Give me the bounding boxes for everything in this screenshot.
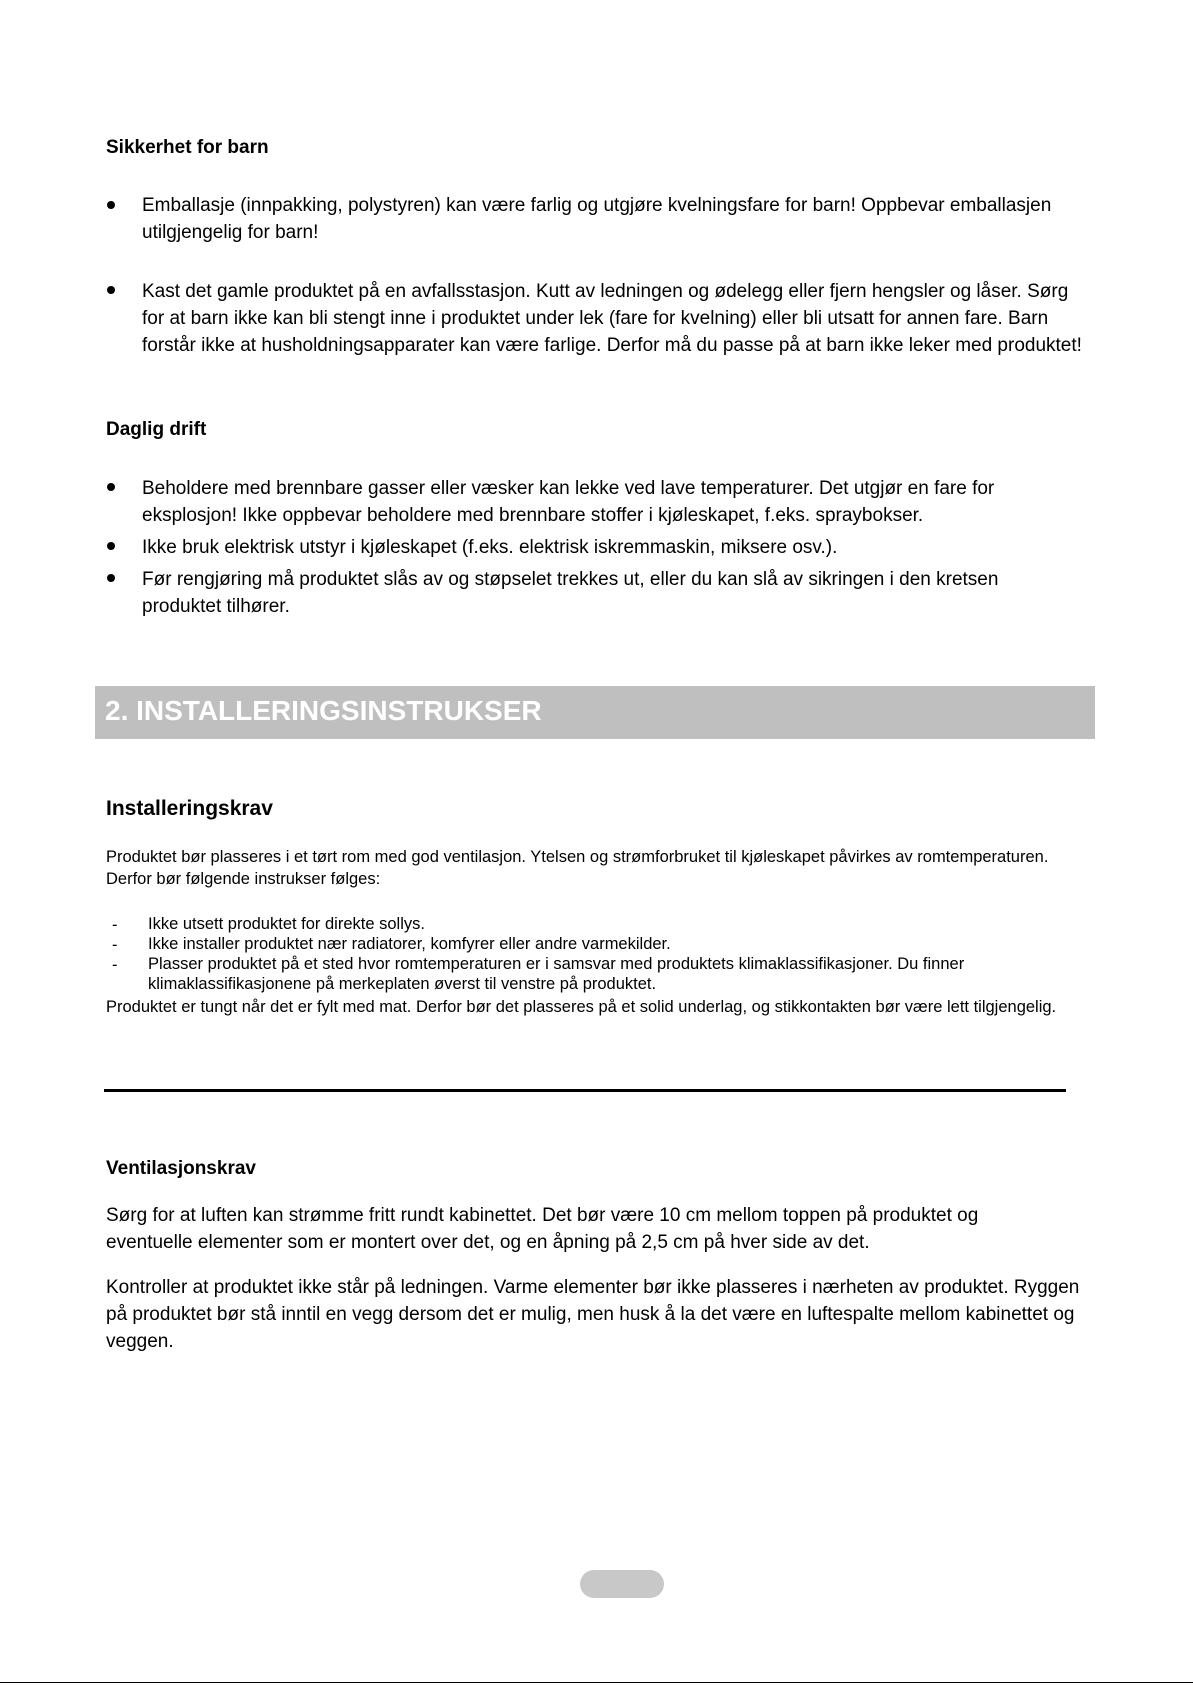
list-item: Emballasje (innpakking, polystyren) kan være farlig og utgjøre kvelningsfare for barn! Oppbevar emballasjen utilgjengelig for barn! — [142, 195, 1052, 243]
list-item: Kast det gamle produktet på en avfallsstasjon. Kutt av ledningen og ødelegg eller fjern hengsler og låser. Sørg for at barn ikke kan bli stengt inne i produktet under lek (fare for kvelning) eller bli utsatt for annen fare. Barn forstår ikke at husholdningsapparater kan være farlige. Derfor må du passe på at barn ikke leker med produktet! — [142, 281, 1082, 356]
dash-marker: - — [112, 936, 118, 954]
heading-installeringskrav: Installeringskrav — [106, 797, 273, 820]
bullet-dot — [107, 574, 115, 582]
section-title: 2. INSTALLERINGSINSTRUKSER — [105, 695, 542, 726]
horizontal-rule — [104, 1089, 1066, 1092]
bullet-dot — [107, 542, 115, 550]
paragraph-installering-intro: Produktet bør plasseres i et tørt rom med god ventilasjon. Ytelsen og strømforbruket til kjøleskapet påvirkes av romtemperaturen. Derfor bør følgende instrukser følges: — [106, 848, 1049, 888]
list-item: Plasser produktet på et sted hvor romtemperaturen er i samsvar med produktets klimaklassifikasjoner. Du finner klimaklassifikasjonene på merkeplaten øverst til venstre på produktet. — [148, 955, 965, 993]
page-number-badge — [580, 1570, 664, 1598]
list-item: Ikke installer produktet nær radiatorer, komfyrer eller andre varmekilder. — [148, 935, 671, 953]
heading-daglig-drift: Daglig drift — [106, 419, 207, 440]
list-item: Før rengjøring må produktet slås av og støpselet trekkes ut, eller du kan slå av sikringen i den kretsen produktet tilhører. — [142, 569, 999, 617]
heading-ventilasjonskrav: Ventilasjonskrav — [106, 1158, 256, 1179]
bullet-dot — [107, 201, 115, 209]
paragraph-installering-outro: Produktet er tungt når det er fylt med mat. Derfor bør det plasseres på et solid underlag, og stikkontakten bør være lett tilgjengelig. — [106, 998, 1057, 1016]
dash-marker: - — [112, 916, 118, 934]
bullet-dot — [107, 286, 115, 294]
list-item: Ikke utsett produktet for direkte sollys. — [148, 915, 425, 933]
bullet-dot — [107, 483, 115, 491]
dash-marker: - — [112, 956, 118, 974]
section-banner — [95, 686, 1095, 739]
list-item: Ikke bruk elektrisk utstyr i kjøleskapet (f.eks. elektrisk iskremmaskin, miksere osv.). — [142, 537, 838, 558]
paragraph-ventilasjon-1: Sørg for at luften kan strømme fritt rundt kabinettet. Det bør være 10 cm mellom toppen på produktet og eventuelle elementer som er montert over det, og en åpning på 2,5 cm på hver side av det. — [106, 1205, 979, 1253]
page-bottom-border — [0, 1682, 1193, 1683]
paragraph-ventilasjon-2: Kontroller at produktet ikke står på ledningen. Varme elementer bør ikke plasseres i nærheten av produktet. Ryggen på produktet bør stå inntil en vegg dersom det er mulig, men husk å la det være en luftespalte mellom kabinettet og veggen. — [106, 1277, 1080, 1352]
list-item: Beholdere med brennbare gasser eller væsker kan lekke ved lave temperaturer. Det utgjør en fare for eksplosjon! Ikke oppbevar beholdere med brennbare stoffer i kjøleskapet, f.eks. spraybokser. — [142, 478, 995, 526]
heading-sikkerhet-for-barn: Sikkerhet for barn — [106, 137, 269, 158]
